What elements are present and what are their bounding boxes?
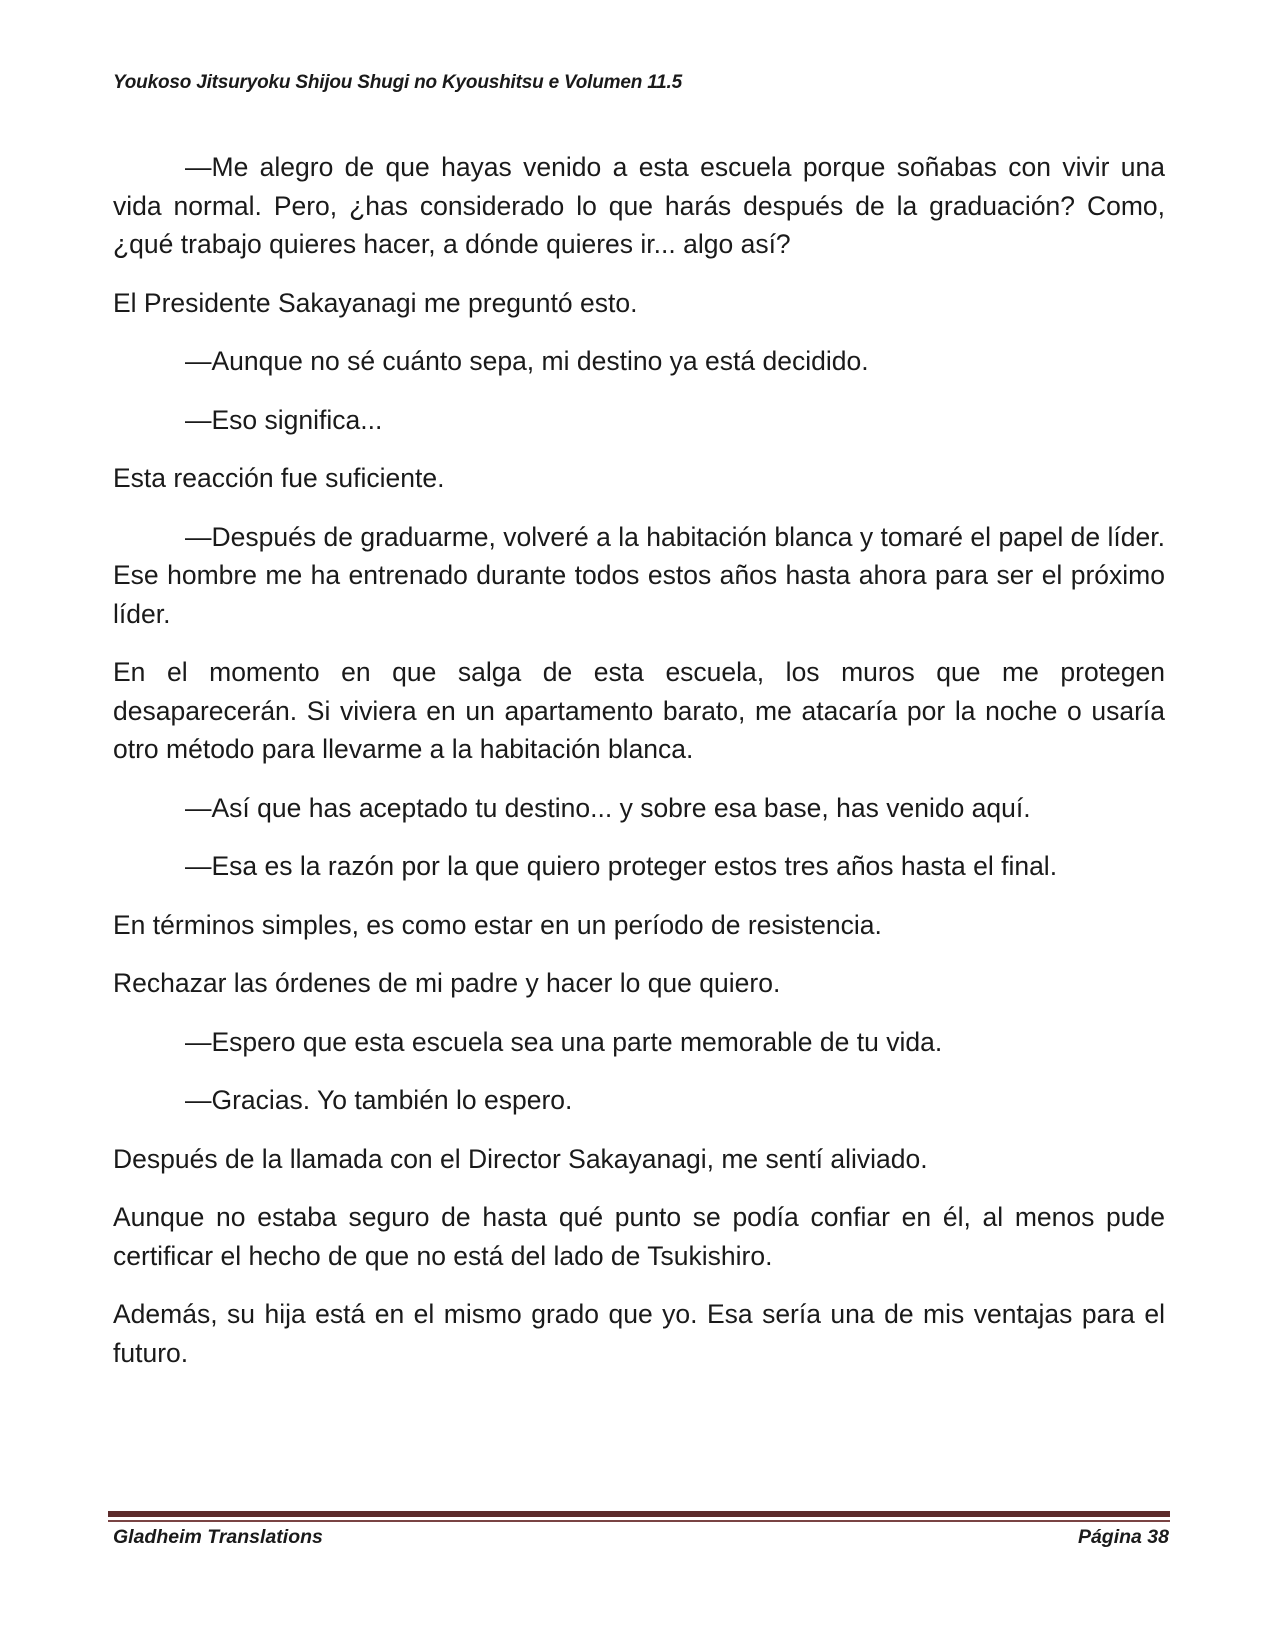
paragraph-narration: Esta reacción fue suficiente. <box>113 463 445 493</box>
paragraph-narration: Además, su hija está en el mismo grado que yo. Esa sería una de mis ventajas para el futuro. <box>113 1299 1165 1368</box>
paragraph-dialogue: —Esa es la razón por la que quiero proteger estos tres años hasta el final. <box>185 851 1058 881</box>
paragraph-dialogue: —Aunque no sé cuánto sepa, mi destino ya está decidido. <box>185 346 869 376</box>
paragraph-narration: Aunque no estaba seguro de hasta qué punto se podía confiar en él, al menos pude certificar el hecho de que no está del lado de Tsukishiro. <box>113 1202 1165 1271</box>
paragraph-dialogue: —Me alegro de que hayas venido a esta escuela porque soñabas con vivir una vida normal. Pero, ¿has considerado lo que harás después de la graduación? Como, ¿qué trabajo quieres hacer, a dónde quieres ir... algo así? <box>113 152 1165 259</box>
paragraph-narration: Después de la llamada con el Director Sakayanagi, me sentí aliviado. <box>113 1143 928 1174</box>
paragraph-narration: El Presidente Sakayanagi me preguntó esto. <box>113 287 638 318</box>
footer-credit: Gladheim Translations <box>113 1526 323 1548</box>
paragraph-dialogue: —Después de graduarme, volveré a la habitación blanca y tomaré el papel de líder. Ese hombre me ha entrenado durante todos estos años hasta ahora para ser el próximo líder. <box>113 521 1165 629</box>
paragraph-narration: En el momento en que salga de esta escuela, los muros que me protegen desaparecerán. Si viviera en un apartamento barato, me atacaría por la noche o usaría otro método para llevarme a la habitación blanca. <box>113 657 1165 764</box>
paragraph-narration: Rechazar las órdenes de mi padre y hacer lo que quiero. <box>113 968 781 998</box>
paragraph-dialogue: —Así que has aceptado tu destino... y sobre esa base, has venido aquí. <box>185 792 1031 823</box>
footer-rule-thick <box>108 1511 1170 1517</box>
paragraph-narration: En términos simples, es como estar en un período de resistencia. <box>113 909 882 940</box>
page-body <box>113 148 1165 1392</box>
footer-rule-thin <box>108 1520 1170 1522</box>
page-number: Página 38 <box>1077 1526 1169 1548</box>
running-header: Youkoso Jitsuryoku Shijou Shugi no Kyoushitsu e Volumen 11.5 <box>113 72 682 93</box>
paragraph-dialogue: —Eso significa... <box>185 404 383 435</box>
paragraph-dialogue: —Gracias. Yo también lo espero. <box>185 1085 573 1115</box>
paragraph-dialogue: —Espero que esta escuela sea una parte memorable de tu vida. <box>185 1026 943 1057</box>
